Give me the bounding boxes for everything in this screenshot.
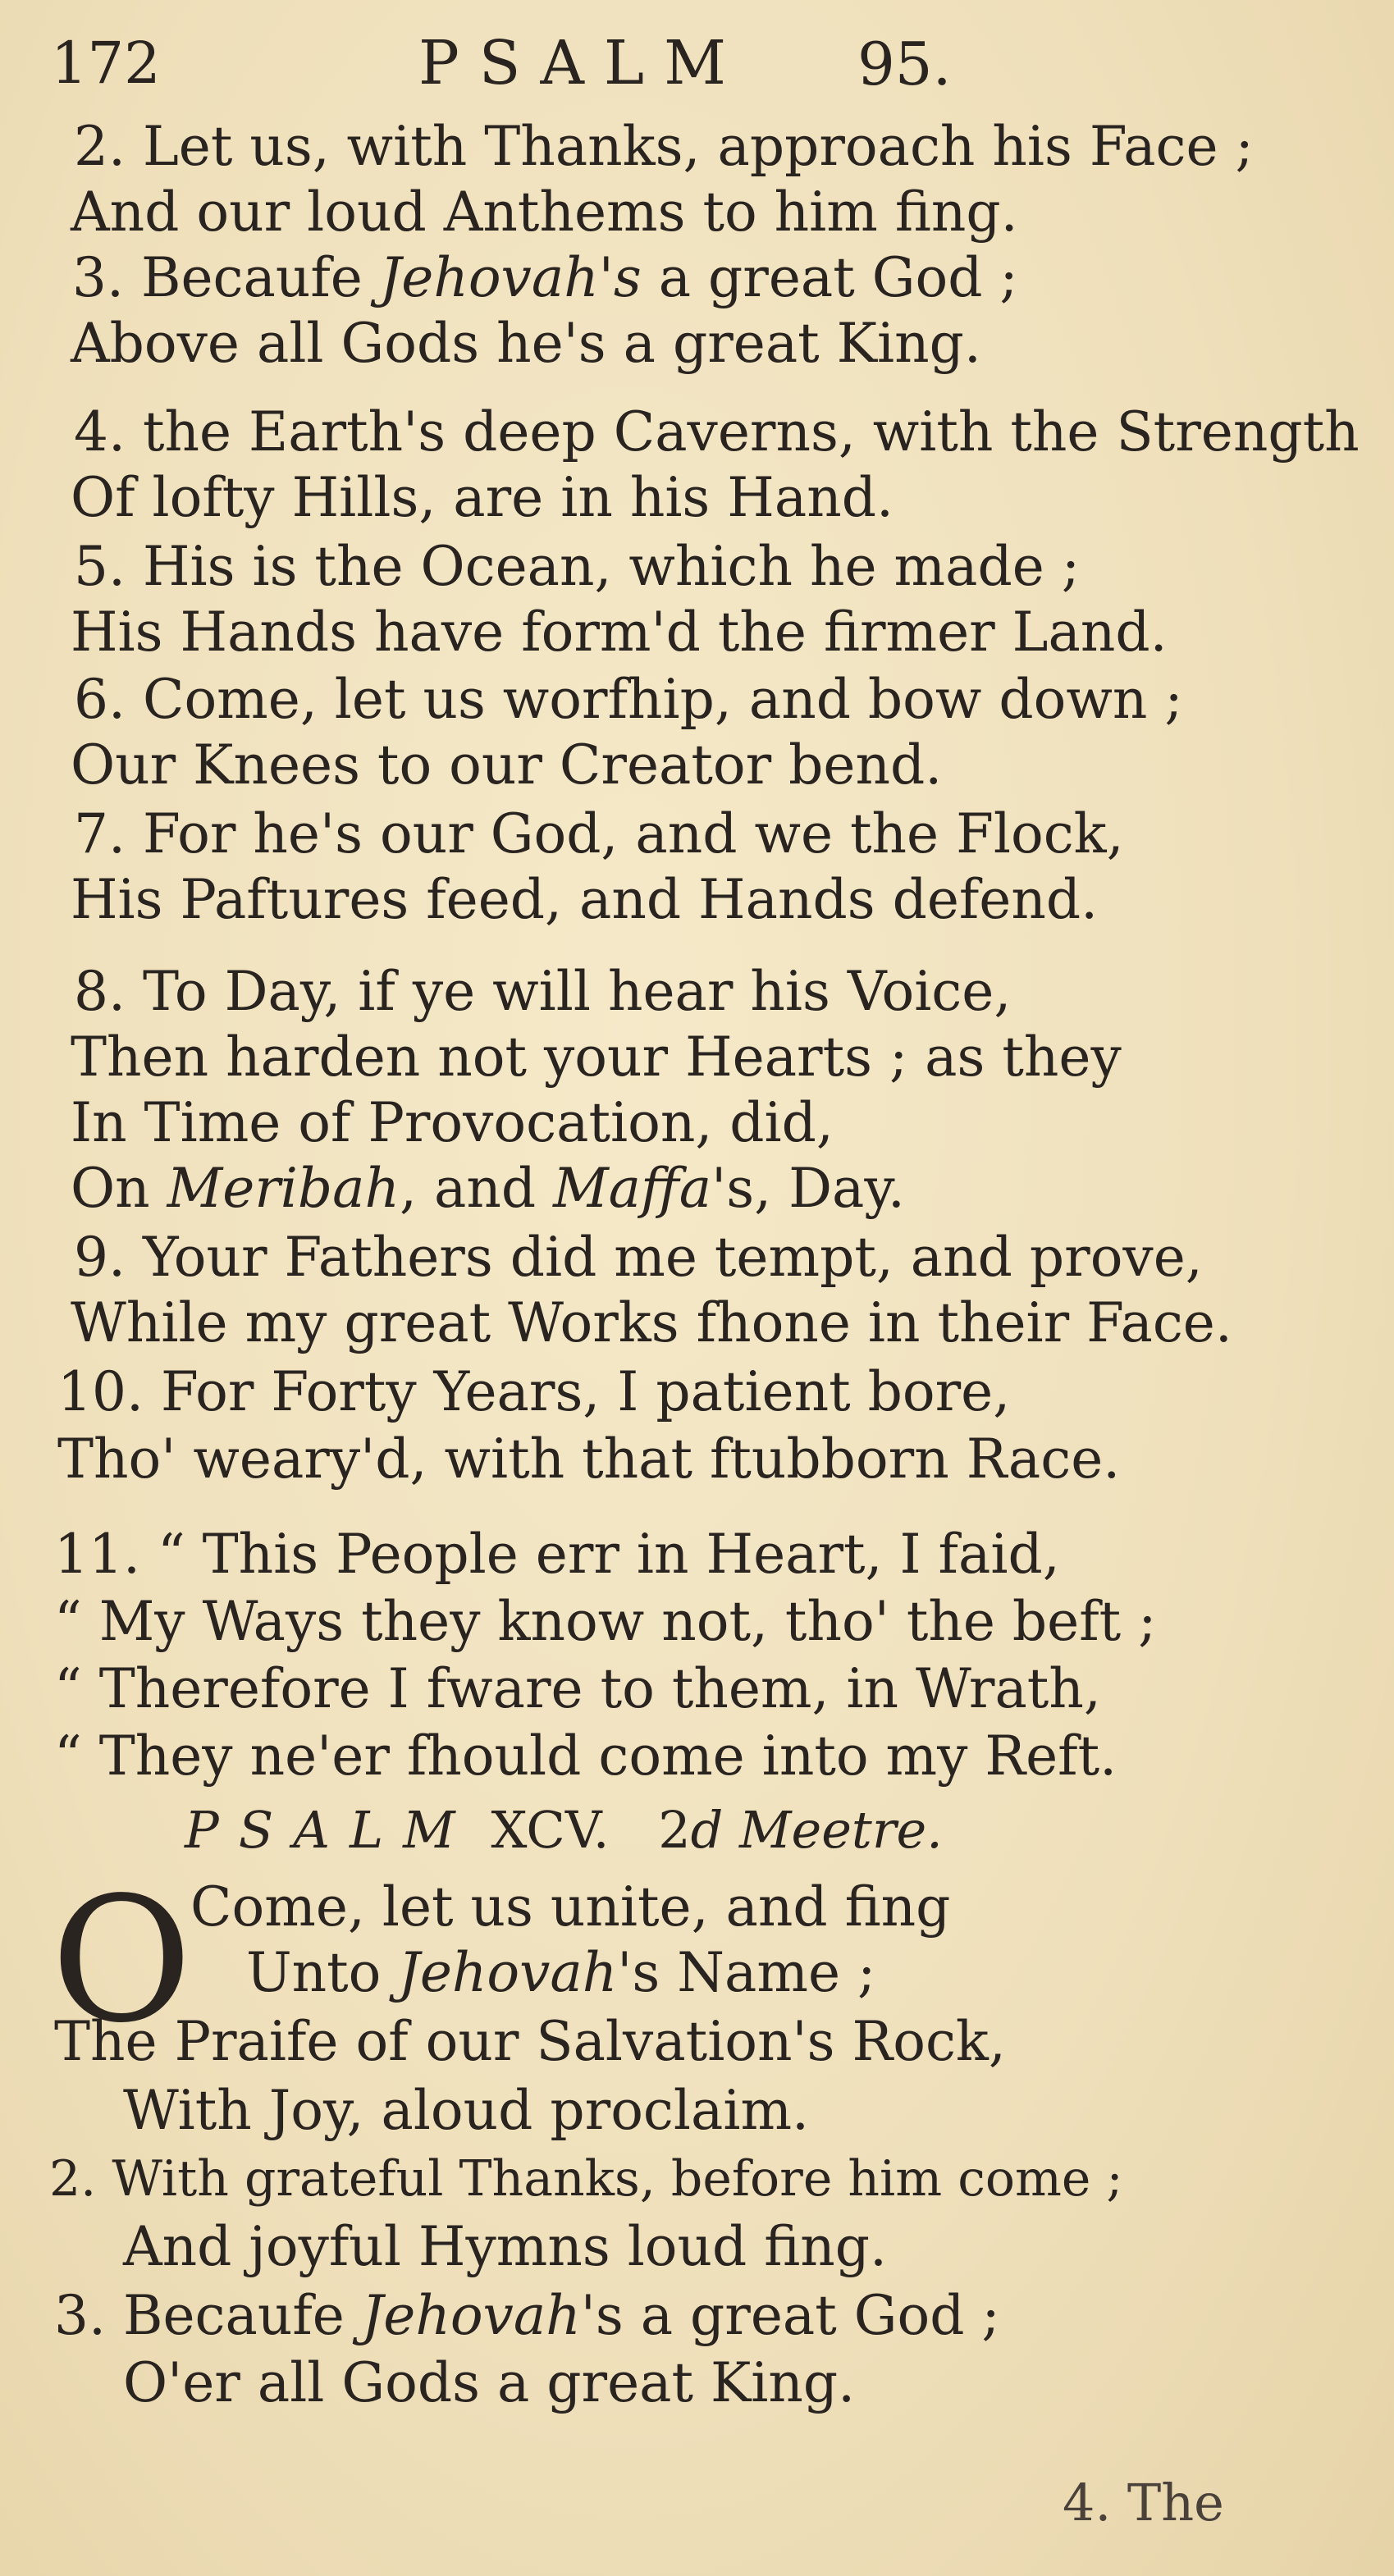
- italic-name: Jehovah: [361, 2284, 581, 2347]
- verse-line: 9. Your Fathers did me tempt, and prove,: [74, 1226, 1203, 1289]
- heading-meter-label: d Meetre.: [690, 1800, 943, 1860]
- verse-text: 's a great God ;: [580, 2284, 1000, 2347]
- verse-line: His Hands have form'd the firmer Land.: [71, 601, 1168, 664]
- verse-text: 's Name ;: [617, 1941, 876, 2004]
- verse-line: “ They ne'er fhould come into my Reft.: [54, 1724, 1117, 1788]
- italic-name: Meribah: [167, 1157, 400, 1220]
- verse-line: Then harden not your Hearts ; as they: [71, 1025, 1122, 1089]
- verse-line: 2. With grateful Thanks, before him come ;: [49, 2150, 1123, 2208]
- verse-text: 3. Becaufe: [54, 2284, 362, 2347]
- page-header: [0, 0, 1394, 107]
- verse-text: , and: [400, 1157, 554, 1220]
- verse-line: [246, 1941, 876, 2004]
- italic-name: Jehovah's: [379, 246, 642, 309]
- italic-name: Maffa: [553, 1157, 712, 1220]
- heading-psalm: PSALM: [185, 1800, 475, 1860]
- verse-text: 3. Becaufe: [72, 246, 380, 309]
- verse-line: 2. Let us, with Thanks, approach his Face ;: [74, 115, 1254, 178]
- verse-text: Unto: [246, 1941, 399, 2004]
- page-number: 172: [51, 30, 161, 97]
- verse-line: Our Knees to our Creator bend.: [71, 733, 943, 797]
- verse-line: And joyful Hymns loud fing.: [123, 2215, 888, 2278]
- verse-line: And our loud Anthems to him fing.: [71, 180, 1018, 244]
- verse-line: [72, 246, 1018, 309]
- psalm-number: 95.: [857, 30, 952, 98]
- verse-line: The Praife of our Salvation's Rock,: [54, 2010, 1006, 2073]
- verse-text: 's, Day.: [711, 1157, 905, 1220]
- verse-line: Above all Gods he's a great King.: [71, 312, 981, 375]
- section-heading: [185, 1800, 943, 1860]
- heading-meter-number: 2: [658, 1800, 691, 1860]
- verse-line: Come, let us unite, and fing: [190, 1875, 951, 1939]
- verse-line: 4. the Earth's deep Caverns, with the Strength: [74, 400, 1360, 464]
- running-title: PSALM: [418, 28, 746, 98]
- verse-line: [71, 1157, 905, 1220]
- verse-line: While my great Works fhone in their Face.: [71, 1291, 1232, 1354]
- verse-line: With Joy, aloud proclaim.: [123, 2079, 810, 2142]
- verse-text: On: [71, 1157, 167, 1220]
- verse-line: 7. For he's our God, and we the Flock,: [74, 802, 1124, 866]
- verse-line: Tho' weary'd, with that ftubborn Race.: [57, 1427, 1121, 1491]
- verse-line: “ Therefore I fware to them, in Wrath,: [54, 1657, 1101, 1720]
- verse-line: 5. His is the Ocean, which he made ;: [74, 535, 1080, 598]
- verse-line: “ My Ways they know not, tho' the beft ;: [54, 1590, 1157, 1653]
- drop-cap: O: [51, 1860, 193, 2061]
- verse-line: O'er all Gods a great King.: [123, 2351, 856, 2414]
- verse-line: In Time of Provocation, did,: [71, 1091, 834, 1154]
- verse-line: His Paftures feed, and Hands defend.: [71, 868, 1099, 931]
- verse-line: 8. To Day, if ye will hear his Voice,: [74, 960, 1012, 1023]
- verse-line: 10. For Forty Years, I patient bore,: [57, 1360, 1011, 1423]
- verse-line: [54, 2284, 1000, 2347]
- heading-number: XCV.: [491, 1800, 610, 1860]
- verse-line: 6. Come, let us worfhip, and bow down ;: [74, 668, 1183, 731]
- catchword: 4. The: [1063, 2473, 1224, 2533]
- verse-text: a great God ;: [641, 246, 1018, 309]
- verse-line: Of lofty Hills, are in his Hand.: [71, 466, 894, 529]
- italic-name: Jehovah: [398, 1941, 618, 2004]
- verse-line: 11. “ This People err in Heart, I faid,: [54, 1523, 1060, 1586]
